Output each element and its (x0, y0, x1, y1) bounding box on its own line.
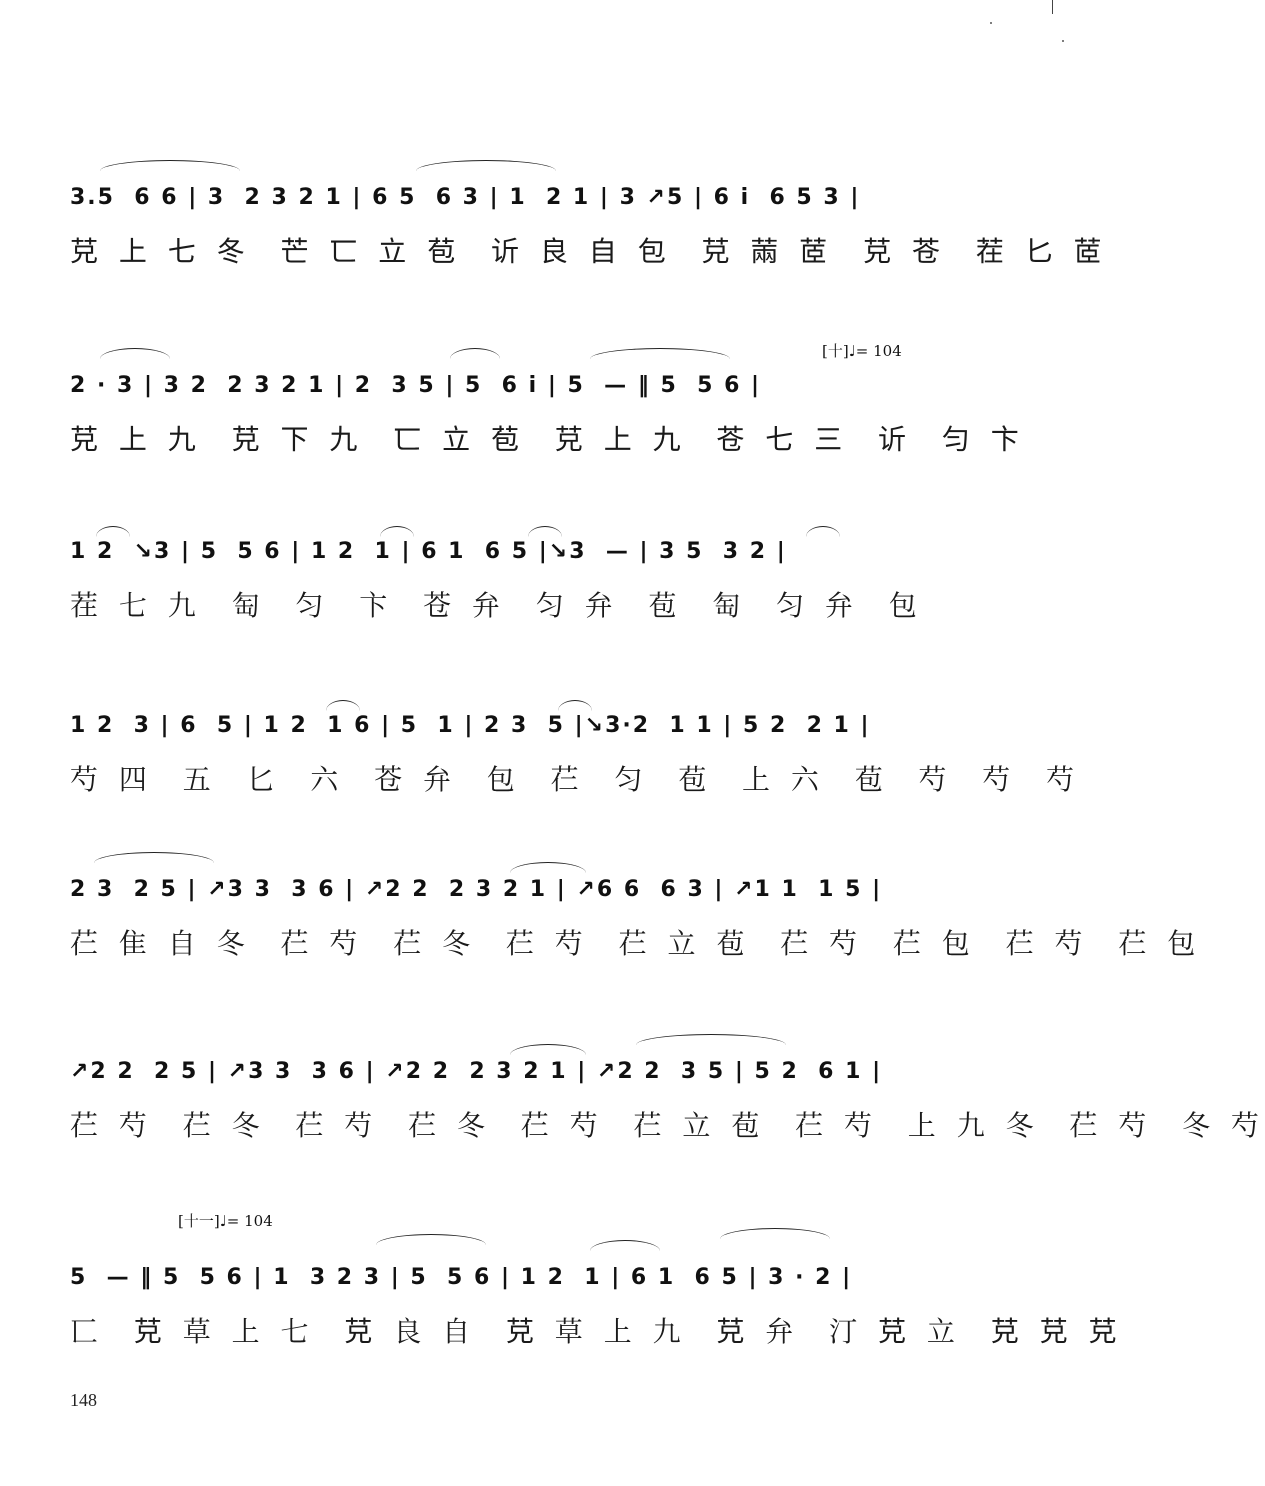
slur-mark (590, 348, 730, 359)
tempo-marking-10: [十]♩= 104 (822, 342, 902, 360)
slur-mark (450, 348, 500, 359)
guqin-tablature: 茬 七 九 匋 匀 卞 苍 弁 匀 弁 苞 匋 匀 弁 包 (70, 589, 923, 622)
slur-mark (100, 160, 240, 171)
guqin-tablature: 𦬺 上 九 𦬺 下 九 匸 立 苞 𦬺 上 九 苍 七 三 䜣 匀 卞 (70, 423, 1025, 456)
page-number: 148 (70, 1390, 97, 1410)
jianpu-notes: ↗2 2 2 5 | ↗3 3 3 6 | ↗2 2 2 3 2 1 | ↗2 2 3 5 | 5 2 6 1 | (70, 1059, 883, 1084)
jianpu-notes: 1 2 3 | 6 5 | 1 2 1 6 | 5 1 | 2 3 5 |↘3·2 1 1 | 5 2 2 1 | (70, 713, 871, 738)
guqin-tablature: 芍 四 五 匕 六 苍 弁 包 芢 匀 苞 上 六 苞 芍 芍 芍 (70, 763, 1081, 796)
slur-mark (590, 1240, 660, 1251)
page-corner-line (1052, 0, 1053, 14)
guqin-tablature: 芢 芍 芢 冬 芢 芍 芢 冬 芢 芍 芢 立 苞 芢 芍 上 九 冬 芢 芍 冬 芍 (70, 1109, 1265, 1142)
slur-mark (376, 1234, 486, 1245)
jianpu-notes: 2 3 2 5 | ↗3 3 3 6 | ↗2 2 2 3 2 1 | ↗6 6 6 3 | ↗1 1 1 5 | (70, 877, 883, 902)
tempo-marking-11: [十一]♩= 104 (178, 1212, 273, 1230)
guqin-tablature: 芢 隹 自 冬 芢 芍 芢 冬 芢 芍 芢 立 苞 芢 芍 芢 包 芢 芍 芢 包 (70, 927, 1202, 960)
slur-mark (720, 1228, 830, 1239)
page-speck (990, 22, 992, 24)
jianpu-notes: 3.5 6 6 | 3 2 3 2 1 | 6 5 6 3 | 1 2 1 | 3 ↗5 | 6 i 6 5 3 | (70, 185, 861, 210)
guqin-tablature: 𦬺 上 七 冬 芒 匸 立 苞 䜣 良 自 包 𦬺 䓣 茝 𦬺 苍 茬 匕 茝 (70, 235, 1108, 268)
slur-mark (636, 1034, 786, 1045)
jianpu-notes: 1 2 ↘3 | 5 5 6 | 1 2 1 | 6 1 6 5 |↘3 — | 3 5 3 2 | (70, 539, 787, 564)
slur-mark (416, 160, 556, 171)
slur-mark (100, 348, 170, 359)
jianpu-notes: 5 — ‖ 5 5 6 | 1 3 2 3 | 5 5 6 | 1 2 1 | 6 1 6 5 | 3 · 2 | (70, 1265, 853, 1290)
jianpu-notes: 2 · 3 | 3 2 2 3 2 1 | 2 3 5 | 5 6 i | 5 — ‖ 5 5 6 | (70, 373, 762, 398)
slur-mark (94, 852, 214, 863)
guqin-tablature: 匸 𦬺 草 上 七 𦬺 良 自 𦬺 草 上 九 𦬺 弁 汀 𦬺 立 𦬺 𦬺 𦬺 (70, 1315, 1123, 1348)
page-speck (1062, 40, 1064, 42)
